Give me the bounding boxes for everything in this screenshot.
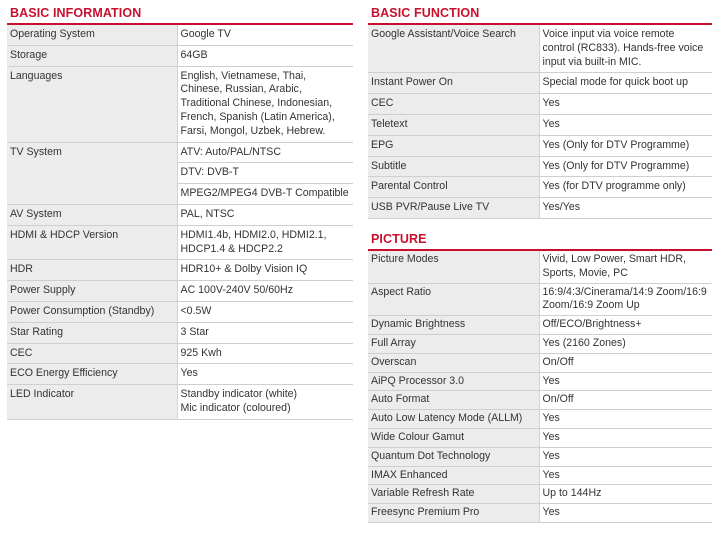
spec-row: [7, 385, 353, 420]
spec-value-line: Yes (Only for DTV Programme): [542, 138, 690, 151]
spec-label: TV System: [7, 142, 177, 204]
spec-row: [7, 343, 353, 364]
spec-value-line: 64GB: [180, 48, 208, 61]
spec-value: [539, 353, 712, 372]
spec-value-line: Standby indicator (white) Mic indicator (coloured): [180, 388, 298, 414]
spec-label: Full Array: [368, 334, 539, 353]
spec-label: Variable Refresh Rate: [368, 485, 539, 504]
spec-label: Dynamic Brightness: [368, 316, 539, 335]
spec-value-line: Yes: [542, 412, 560, 425]
spec-row: [368, 73, 712, 94]
spec-value-line: 3 Star: [180, 325, 209, 338]
basic-information-table: [7, 25, 353, 420]
spec-value-line: 16:9/4:3/Cinerama/14:9 Zoom/16:9 Zoom/16:9 Zoom Up: [542, 285, 707, 312]
spec-value: [177, 260, 353, 281]
spec-label: Subtitle: [368, 156, 539, 177]
spec-value-line: Yes (Only for DTV Programme): [542, 159, 690, 172]
spec-label: Storage: [7, 45, 177, 66]
spec-value-line: Yes (2160 Zones): [542, 336, 626, 349]
spec-value-line: HDR10+ & Dolby Vision IQ: [180, 263, 308, 276]
spec-value: [539, 283, 712, 316]
spec-value-line: Yes: [542, 374, 560, 387]
spec-row: [368, 316, 712, 335]
spec-label: CEC: [368, 94, 539, 115]
spec-label: Power Supply: [7, 281, 177, 302]
section-title-basic-information: BASIC INFORMATION: [7, 4, 353, 25]
spec-row: [368, 391, 712, 410]
spec-value-line: Voice input via voice remote control (RC833). Hands-free voice input via built-in MIC.: [542, 28, 704, 68]
spec-row: [368, 447, 712, 466]
right-panel: [368, 4, 712, 523]
spec-row: [368, 114, 712, 135]
spec-value-line: On/Off: [542, 355, 574, 368]
spec-label: HDMI & HDCP Version: [7, 225, 177, 260]
spec-row: [368, 283, 712, 316]
spec-label: HDR: [7, 260, 177, 281]
spec-row: [368, 504, 712, 523]
spec-row: [368, 353, 712, 372]
spec-label: LED Indicator: [7, 385, 177, 420]
spec-value-line: Yes: [542, 468, 560, 481]
spec-row: [7, 322, 353, 343]
spec-label: Teletext: [368, 114, 539, 135]
spec-label: Auto Low Latency Mode (ALLM): [368, 410, 539, 429]
spec-row: [368, 177, 712, 198]
spec-label: Overscan: [368, 353, 539, 372]
spec-value: [539, 410, 712, 429]
spec-value: [177, 45, 353, 66]
basic-function-table: [368, 25, 712, 219]
spec-row: [368, 428, 712, 447]
spec-value-line: English, Vietnamese, Thai, Chinese, Russian, Arabic, Traditional Chinese, Indonesian, French, Spanish (Latin America), Farsi, Mongol, Uzbek, Hebrew.: [180, 69, 335, 137]
spec-value-line: <0.5W: [180, 304, 212, 317]
spec-value-line: Google TV: [180, 28, 231, 40]
spec-value-line: Yes: [542, 430, 560, 443]
spec-value-line: Yes: [542, 449, 560, 462]
spec-value-line: Yes: [180, 367, 198, 380]
spec-value: [539, 504, 712, 523]
basic-information-panel: [7, 4, 353, 420]
spec-value: [539, 251, 712, 283]
spec-label: Instant Power On: [368, 73, 539, 94]
spec-value: [539, 25, 712, 73]
spec-value: [539, 135, 712, 156]
spec-label: USB PVR/Pause Live TV: [368, 198, 539, 219]
spec-row: [368, 156, 712, 177]
spec-value-line: Yes: [542, 117, 560, 130]
spec-row: [7, 142, 353, 204]
spec-label: Power Consumption (Standby): [7, 301, 177, 322]
spec-value-line: HDMI1.4b, HDMI2.0, HDMI2.1, HDCP1.4 & HDCP2.2: [180, 228, 327, 255]
spec-value-line: Yes: [542, 506, 560, 519]
spec-row: [368, 25, 712, 73]
spec-value: [539, 485, 712, 504]
spec-row: [368, 334, 712, 353]
spec-value: [177, 281, 353, 302]
spec-label: Picture Modes: [368, 251, 539, 283]
spec-value: [177, 301, 353, 322]
spec-value-line: 925 Kwh: [180, 346, 222, 359]
spec-value: [177, 322, 353, 343]
spec-value: [539, 94, 712, 115]
spec-label: AV System: [7, 204, 177, 225]
spec-label: Quantum Dot Technology: [368, 447, 539, 466]
spec-value: [539, 334, 712, 353]
spec-value: [539, 177, 712, 198]
spec-row: [368, 198, 712, 219]
spec-value: [539, 391, 712, 410]
spec-label: EPG: [368, 135, 539, 156]
spec-value: [539, 372, 712, 391]
spec-row: [7, 204, 353, 225]
spec-row: [7, 25, 353, 45]
spec-row: [368, 485, 712, 504]
picture-table: [368, 251, 712, 523]
spec-value: [539, 73, 712, 94]
spec-value-line: Up to 144Hz: [542, 487, 602, 500]
spec-row: [7, 45, 353, 66]
spec-label: Operating System: [7, 25, 177, 45]
spec-label: Auto Format: [368, 391, 539, 410]
spec-value: [177, 385, 353, 420]
spec-label: ECO Energy Efficiency: [7, 364, 177, 385]
spec-label: CEC: [7, 343, 177, 364]
spec-row: [7, 66, 353, 142]
spec-label: Google Assistant/Voice Search: [368, 25, 539, 73]
spec-value: [177, 66, 353, 142]
spec-value: [539, 466, 712, 485]
section-title-basic-function: BASIC FUNCTION: [368, 4, 712, 25]
spec-value: [177, 25, 353, 45]
spec-value-line: DTV: DVB-T: [177, 162, 354, 180]
spec-label: Star Rating: [7, 322, 177, 343]
spec-value-line: Yes: [542, 97, 560, 110]
spec-label: Parental Control: [368, 177, 539, 198]
spec-row: [368, 94, 712, 115]
spec-value: [539, 156, 712, 177]
spec-label: Freesync Premium Pro: [368, 504, 539, 523]
section-title-picture: PICTURE: [368, 230, 712, 251]
spec-value: [539, 198, 712, 219]
spec-value: [539, 447, 712, 466]
spec-row: [368, 135, 712, 156]
spec-value: [177, 225, 353, 260]
spec-value-line: AC 100V-240V 50/60Hz: [180, 284, 293, 297]
spec-value-line: Off/ECO/Brightness+: [542, 318, 642, 331]
spec-label: Wide Colour Gamut: [368, 428, 539, 447]
spec-row: [7, 281, 353, 302]
spec-value: [177, 142, 353, 204]
spec-value-line: Special mode for quick boot up: [542, 76, 688, 89]
spec-row: [368, 372, 712, 391]
spec-value: [539, 428, 712, 447]
spec-row: [7, 225, 353, 260]
spec-value: [539, 316, 712, 335]
spec-row: [7, 301, 353, 322]
spec-value-line: Yes/Yes: [542, 201, 581, 214]
spec-value-line: PAL, NTSC: [180, 207, 235, 220]
spec-label: IMAX Enhanced: [368, 466, 539, 485]
spec-row: [368, 251, 712, 283]
spec-label: AiPQ Processor 3.0: [368, 372, 539, 391]
spec-row: [7, 364, 353, 385]
spec-value-line: Vivid, Low Power, Smart HDR, Sports, Movie, PC: [542, 252, 686, 279]
spec-value: [539, 114, 712, 135]
spec-label: Languages: [7, 66, 177, 142]
spec-row: [368, 410, 712, 429]
spec-value: [177, 364, 353, 385]
spec-row: [368, 466, 712, 485]
spec-value: [177, 343, 353, 364]
spec-value: [177, 204, 353, 225]
spec-value-line: ATV: Auto/PAL/NTSC: [180, 145, 281, 158]
spec-value-line: Yes (for DTV programme only): [542, 180, 686, 193]
spec-row: [7, 260, 353, 281]
spec-value-line: MPEG2/MPEG4 DVB-T Compatible: [177, 183, 354, 201]
spec-label: Aspect Ratio: [368, 283, 539, 316]
spec-value-line: On/Off: [542, 393, 574, 406]
